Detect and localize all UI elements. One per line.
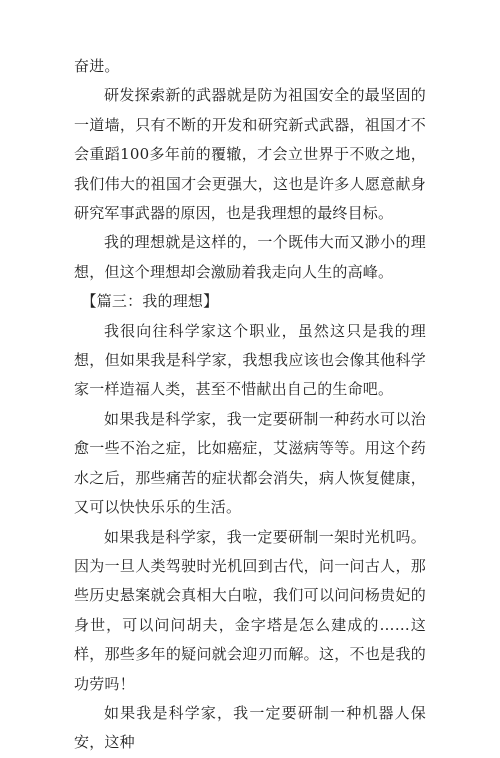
paragraph-medicine: 如果我是科学家，我一定要研制一种药水可以治愈一些不治之症，比如癌症，艾滋病等等。用这个药水之后，那些痛苦的症状都会消失，病人恢复健康，又可以快快乐乐的生活。 xyxy=(74,409,426,517)
document-body xyxy=(74,52,426,758)
paragraph-ideal-summary: 我的理想就是这样的，一个既伟大而又渺小的理想，但这个理想却会激励着我走向人生的高峰。 xyxy=(74,233,426,281)
paragraph-weapons-research: 研发探索新的武器就是防为祖国安全的最坚固的一道墙，只有不断的开发和研究新式武器，祖国才不会重蹈100多年前的覆辙，才会立世界于不败之地，我们伟大的祖国才会更强大，这也是许多人愿意献身研究军事武器的原因，也是我理想的最终目标。 xyxy=(74,86,426,223)
paragraph-scientist-intro: 我很向往科学家这个职业，虽然这只是我的理想，但如果我是科学家，我想我应该也会像其他科学家一样造福人类，甚至不惜献出自己的生命吧。 xyxy=(74,321,426,399)
paragraph-robot-guard: 如果我是科学家，我一定要研制一种机器人保安，这种 xyxy=(74,703,426,752)
paragraph-time-machine: 如果我是科学家，我一定要研制一架时光机吗。因为一旦人类驾驶时光机回到古代，问一问古人，那些历史悬案就会真相大白啦，我们可以问问杨贵妃的身世，可以问问胡夫，金字塔是怎么建成的……这样，那些多年的疑问就会迎刃而解。这，不也是我的功劳吗！ xyxy=(74,527,426,693)
paragraph-continuation: 奋进。 xyxy=(74,57,120,75)
section-heading: 【篇三：我的理想】 xyxy=(81,292,219,311)
